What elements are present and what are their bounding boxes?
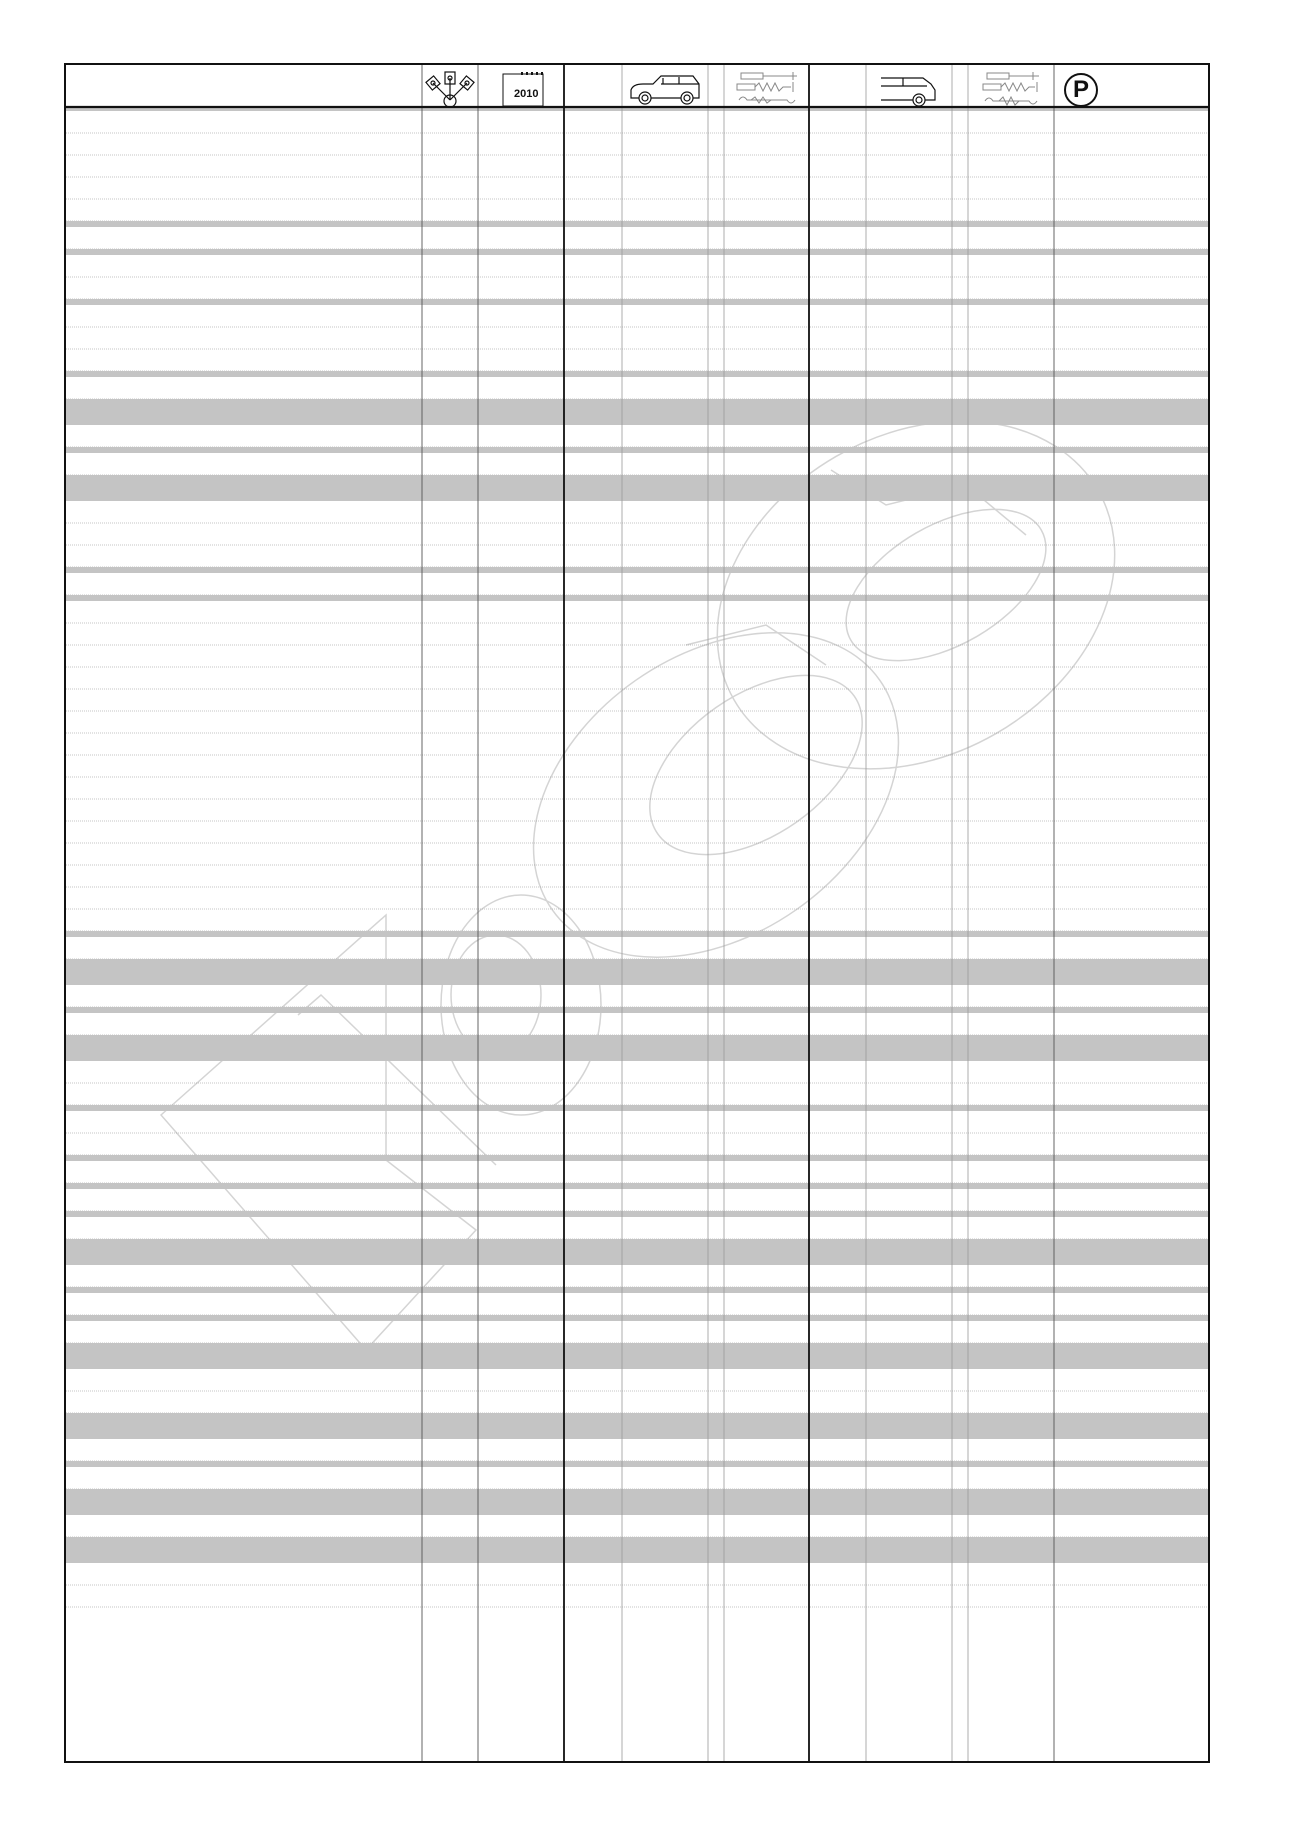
p-circle-icon [1064, 73, 1098, 107]
separator-band [66, 371, 1210, 377]
p-label: P [1072, 76, 1089, 103]
section-band [66, 399, 1210, 425]
year-column-header [478, 65, 564, 115]
separator-band [66, 931, 1210, 937]
car-rear-side-icon [877, 70, 941, 110]
separator-band [66, 1287, 1210, 1293]
separator-band [66, 1183, 1210, 1189]
separator-band [66, 447, 1210, 453]
section-band [66, 1537, 1210, 1563]
rear-parts-column-header [968, 65, 1054, 115]
section-band [66, 1239, 1210, 1265]
front-car-column-header [622, 65, 708, 115]
section-band [66, 1413, 1210, 1439]
separator-band [66, 249, 1210, 255]
front-parts-column-header [724, 65, 810, 115]
engine-column-header [422, 65, 478, 115]
p-column-header [1054, 65, 1108, 115]
front-suspension-parts-icon [727, 70, 807, 110]
car-front-side-icon [627, 72, 703, 108]
section-band [66, 475, 1210, 501]
separator-band [66, 1007, 1210, 1013]
separator-band [66, 1461, 1210, 1467]
separator-band [66, 1155, 1210, 1161]
section-band [66, 959, 1210, 985]
section-band [66, 1035, 1210, 1061]
separator-band [66, 1315, 1210, 1321]
separator-band [66, 567, 1210, 573]
separator-band [66, 221, 1210, 227]
rear-suspension-parts-icon [971, 70, 1051, 110]
year-label: 2010 [514, 88, 539, 100]
separator-band [66, 595, 1210, 601]
table-grid [66, 65, 1210, 1763]
engine-pistons-icon [424, 70, 476, 110]
separator-band [66, 299, 1210, 305]
calendar-icon [485, 70, 557, 110]
section-band [66, 1343, 1210, 1369]
separator-band [66, 1105, 1210, 1111]
parts-table [64, 63, 1210, 1763]
rear-car-column-header [866, 65, 952, 115]
separator-band [66, 1211, 1210, 1217]
section-band [66, 1489, 1210, 1515]
